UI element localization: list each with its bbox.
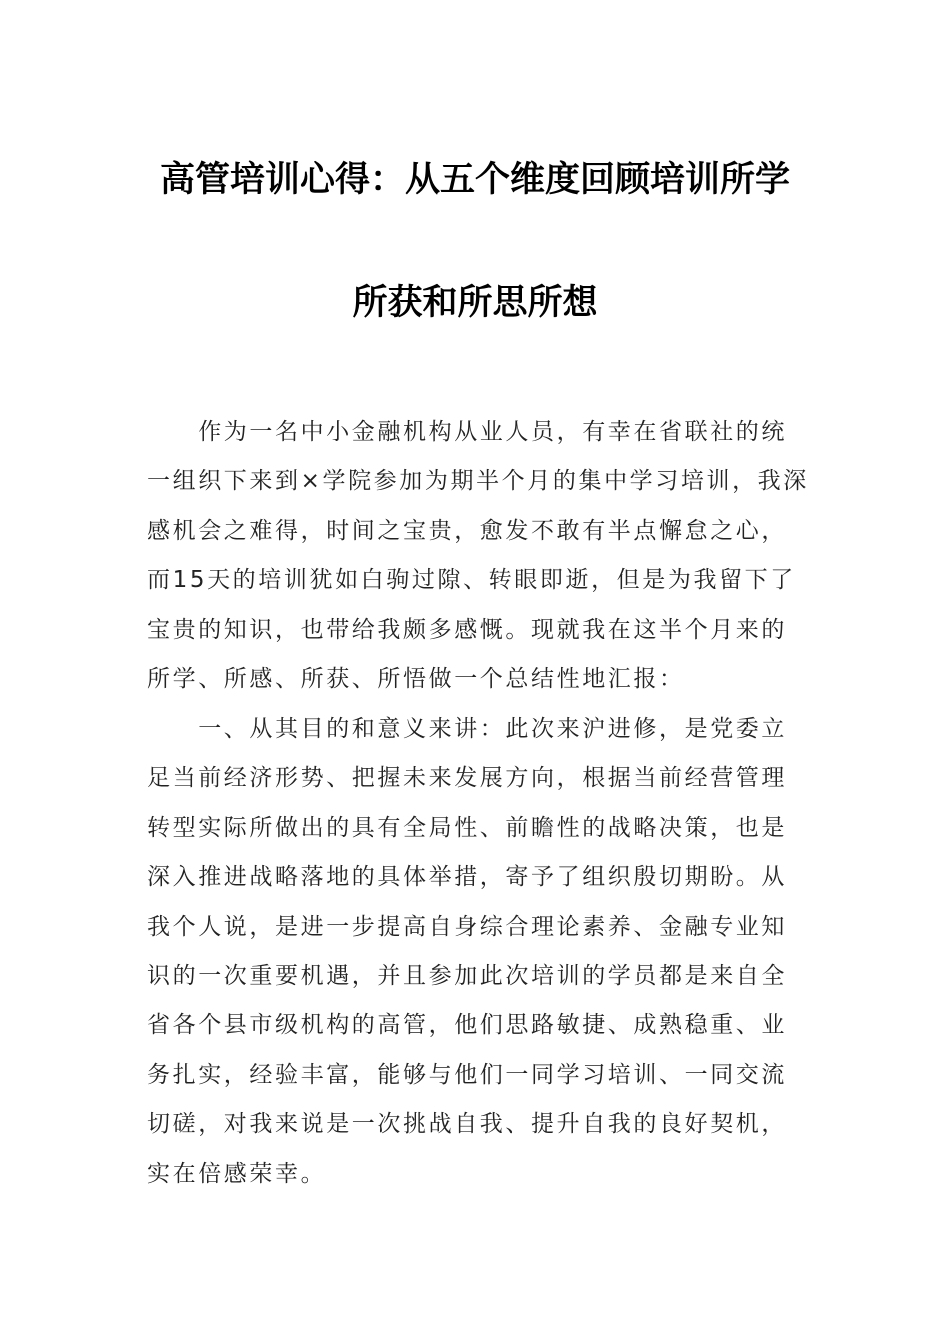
paragraph-line: 务扎实，经验丰富，能够与他们一同学习培训、一同交流	[147, 1061, 787, 1088]
document-title-line-2: 所获和所思所想	[352, 282, 598, 323]
paragraph-line: 作为一名中小金融机构从业人员，有幸在省联社的统	[147, 419, 787, 445]
paragraph-line: 一组织下来到×学院参加为期半个月的集中学习培训，我深	[147, 468, 809, 495]
paragraph-line: 宝贵的知识，也带给我颇多感慨。现就我在这半个月来的	[147, 616, 787, 643]
paragraph-line: 足当前经济形势、把握未来发展方向，根据当前经营管理	[147, 765, 787, 792]
paragraph-line: 实在倍感荣幸。	[147, 1160, 327, 1187]
paragraph-line: 所学、所感、所获、所悟做一个总结性地汇报：	[147, 665, 685, 692]
paragraph-line: 一、从其目的和意义来讲：此次来沪进修，是党委立	[147, 716, 787, 742]
paragraph-line: 深入推进战略落地的具体举措，寄予了组织殷切期盼。从	[147, 864, 787, 891]
document-title-line-1: 高管培训心得：从五个维度回顾培训所学	[159, 159, 790, 200]
paragraph-line: 我个人说，是进一步提高自身综合理论素养、金融专业知	[147, 913, 787, 940]
paragraph-line: 感机会之难得，时间之宝贵，愈发不敢有半点懈怠之心，	[147, 517, 787, 544]
paragraph-line: 省各个县市级机构的高管，他们思路敏捷、成熟稳重、业	[147, 1012, 787, 1039]
paragraph-line: 而15天的培训犹如白驹过隙、转眼即逝，但是为我留下了	[147, 567, 796, 594]
paragraph-line: 切磋，对我来说是一次挑战自我、提升自我的良好契机，	[147, 1111, 787, 1138]
paragraph-line: 转型实际所做出的具有全局性、前瞻性的战略决策，也是	[147, 814, 787, 841]
paragraph-intro	[147, 408, 809, 704]
paragraph-line: 识的一次重要机遇，并且参加此次培训的学员都是来自全	[147, 962, 787, 989]
paragraph-purpose-significance	[147, 705, 806, 1199]
